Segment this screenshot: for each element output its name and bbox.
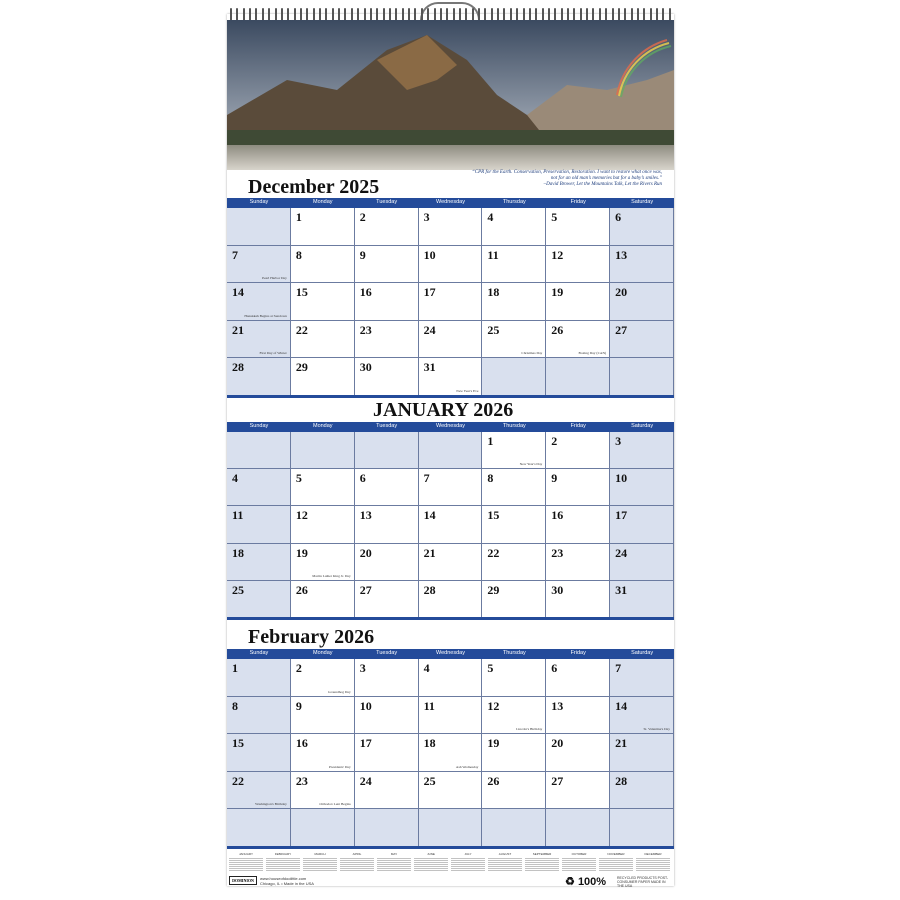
day-number: 9	[359, 247, 366, 262]
day-cell[interactable]	[610, 581, 674, 618]
day-number: 27	[359, 582, 372, 597]
day-cell[interactable]	[546, 659, 610, 697]
day-number: 22	[232, 773, 244, 788]
day-cell[interactable]	[419, 208, 483, 246]
day-number: 13	[615, 247, 628, 262]
day-cell[interactable]	[610, 544, 674, 581]
weekday-label: Tuesday	[376, 650, 398, 656]
day-number: 24	[423, 322, 436, 337]
day-number: 3	[423, 210, 430, 224]
day-number: 11	[423, 698, 435, 713]
mini-month-label: AUGUST	[498, 852, 512, 856]
day-number: 22	[295, 322, 308, 337]
day-cell[interactable]	[482, 544, 546, 581]
weekday-label: Friday	[570, 423, 586, 429]
day-number: 20	[615, 285, 628, 299]
day-cell[interactable]	[610, 772, 674, 810]
day-number: 29	[295, 360, 308, 374]
weekday-label: Tuesday	[376, 423, 398, 429]
day-number: 19	[487, 736, 500, 751]
day-number: 16	[359, 285, 372, 299]
quote-author: –David Brower, Let the Mountains Talk, Let the Rivers Run	[543, 182, 662, 187]
day-number: 2	[359, 210, 366, 224]
day-cell[interactable]	[355, 734, 419, 772]
day-cell[interactable]	[546, 469, 610, 506]
mini-month	[414, 852, 448, 871]
day-number: 13	[359, 508, 372, 523]
day-number: 4	[232, 471, 238, 486]
mini-month	[562, 852, 596, 871]
day-cell[interactable]	[291, 734, 355, 772]
mini-month-label: DECEMBER	[644, 852, 662, 856]
holiday-label: Presidents' Day	[328, 764, 351, 769]
day-cell[interactable]	[355, 283, 419, 321]
day-cell[interactable]	[227, 283, 291, 321]
empty-cell	[482, 809, 546, 847]
mini-month-days	[340, 857, 374, 871]
day-cell[interactable]	[546, 734, 610, 772]
month-title: December 2025	[248, 176, 380, 198]
day-cell[interactable]	[610, 432, 674, 469]
mini-month-days	[414, 857, 448, 871]
day-cell[interactable]	[355, 581, 419, 618]
day-number: 14	[232, 285, 244, 299]
weekday-header	[227, 649, 674, 658]
day-number: 8	[232, 698, 238, 713]
weekday-label: Tuesday	[376, 199, 398, 205]
day-cell[interactable]	[291, 469, 355, 506]
mini-month-days	[451, 857, 485, 871]
day-number: 12	[551, 247, 564, 262]
day-number: 5	[551, 210, 558, 224]
day-cell[interactable]	[227, 772, 291, 810]
day-cell[interactable]	[227, 469, 291, 506]
holiday-label: Hanukkah Begins at Sundown	[244, 313, 287, 318]
mini-month-days	[377, 857, 411, 871]
day-number: 15	[295, 285, 308, 299]
day-cell[interactable]	[291, 321, 355, 359]
day-cell[interactable]	[419, 772, 483, 810]
day-cell[interactable]	[227, 506, 291, 543]
day-cell[interactable]	[291, 659, 355, 697]
month-bottom-rule	[227, 846, 674, 849]
day-cell[interactable]	[291, 581, 355, 618]
weekday-header	[227, 198, 674, 207]
day-cell[interactable]	[227, 659, 291, 697]
empty-cell	[227, 809, 291, 847]
mini-month-days	[266, 857, 300, 871]
empty-cell	[546, 809, 610, 847]
mini-month	[599, 852, 633, 871]
day-number: 3	[615, 434, 622, 448]
day-number: 26	[295, 582, 308, 597]
day-number: 29	[487, 582, 500, 597]
day-number: 15	[487, 508, 500, 523]
day-number: 7	[423, 471, 430, 486]
day-cell[interactable]	[419, 469, 483, 506]
day-number: 2	[295, 661, 302, 675]
day-number: 1	[295, 210, 302, 224]
day-number: 25	[423, 773, 436, 788]
day-number: 1	[232, 661, 238, 675]
day-cell[interactable]	[291, 544, 355, 581]
day-number: 9	[295, 698, 302, 713]
day-cell[interactable]	[227, 734, 291, 772]
day-cell[interactable]	[482, 506, 546, 543]
day-number: 12	[295, 508, 308, 523]
holiday-label: Washington's Birthday	[255, 802, 287, 807]
mini-month-label: SEPTEMBER	[532, 852, 552, 856]
day-cell[interactable]	[227, 321, 291, 359]
day-number: 10	[359, 698, 372, 713]
holiday-label: Martin Luther King Jr. Day	[312, 573, 351, 578]
day-cell[interactable]	[419, 506, 483, 543]
day-cell[interactable]	[482, 581, 546, 618]
day-cell[interactable]	[610, 697, 674, 735]
mini-month	[340, 852, 374, 871]
mini-month-label: NOVEMBER	[607, 852, 625, 856]
day-cell[interactable]	[546, 506, 610, 543]
day-cell[interactable]	[482, 321, 546, 359]
day-number: 10	[423, 247, 436, 262]
mini-month	[451, 852, 485, 871]
mini-month	[488, 852, 522, 871]
day-cell[interactable]	[355, 321, 419, 359]
day-number: 16	[295, 736, 308, 751]
day-number: 2	[551, 434, 558, 448]
empty-cell	[419, 432, 483, 469]
day-number: 7	[615, 661, 622, 675]
weekday-label: Sunday	[249, 650, 269, 656]
holiday-label: Groundhog Day	[328, 689, 351, 694]
empty-cell	[546, 358, 610, 396]
weekday-label: Saturday	[631, 650, 654, 656]
weekday-label: Monday	[312, 199, 333, 205]
month-bottom-rule	[227, 617, 674, 620]
mini-month-label: MARCH	[314, 852, 326, 856]
mini-month	[229, 852, 263, 871]
day-cell[interactable]	[546, 208, 610, 246]
day-cell[interactable]	[546, 772, 610, 810]
day-cell[interactable]	[291, 246, 355, 284]
empty-cell	[355, 809, 419, 847]
mini-month	[266, 852, 300, 871]
day-number: 9	[551, 471, 558, 486]
weekday-label: Thursday	[502, 423, 526, 429]
weekday-label: Saturday	[631, 423, 654, 429]
day-cell[interactable]	[419, 544, 483, 581]
day-cell[interactable]	[610, 208, 674, 246]
holiday-label: First Day of Winter	[259, 351, 287, 355]
day-cell[interactable]	[482, 283, 546, 321]
mini-month-label: MAY	[390, 852, 398, 856]
day-cell[interactable]	[610, 734, 674, 772]
day-cell[interactable]	[419, 697, 483, 735]
day-number: 17	[423, 285, 436, 299]
mountain-rainbow-image	[227, 20, 674, 170]
month-title: JANUARY 2026	[373, 399, 514, 421]
recycle-icon: ♻	[565, 876, 575, 888]
holiday-label: Christmas Day	[521, 351, 543, 355]
day-cell[interactable]	[546, 432, 610, 469]
day-cell[interactable]	[610, 506, 674, 543]
day-number: 17	[615, 508, 628, 523]
day-cell[interactable]	[419, 321, 483, 359]
mini-month	[303, 852, 337, 871]
mini-month-days	[229, 857, 263, 871]
day-number: 21	[615, 736, 628, 751]
day-number: 6	[615, 210, 622, 224]
weekday-label: Wednesday	[436, 423, 465, 429]
empty-cell	[227, 432, 291, 469]
day-cell[interactable]	[291, 506, 355, 543]
holiday-label: New Year's Day	[519, 462, 543, 467]
day-cell[interactable]	[419, 246, 483, 284]
day-number: 11	[487, 247, 499, 262]
day-cell[interactable]	[419, 659, 483, 697]
day-number: 4	[487, 210, 494, 224]
mini-month-days	[488, 857, 522, 871]
month-title: February 2026	[248, 626, 375, 648]
holiday-label: St. Valentine's Day	[643, 727, 670, 732]
day-cell[interactable]	[291, 772, 355, 810]
day-number: 17	[359, 736, 372, 751]
day-number: 18	[487, 285, 500, 299]
day-number: 3	[359, 661, 366, 675]
mini-month-days	[303, 857, 337, 871]
recycled-badge	[565, 875, 606, 888]
day-number: 30	[551, 582, 564, 597]
day-cell[interactable]	[482, 697, 546, 735]
mini-month	[636, 852, 670, 871]
weekday-label: Saturday	[631, 199, 654, 205]
day-number: 19	[295, 545, 308, 560]
holiday-label: Orthodox Lent Begins	[319, 802, 351, 807]
day-number: 8	[487, 471, 494, 486]
day-cell[interactable]	[482, 246, 546, 284]
day-number: 23	[295, 773, 308, 788]
day-cell[interactable]	[291, 208, 355, 246]
day-number: 8	[295, 247, 302, 262]
day-cell[interactable]	[419, 358, 483, 396]
weekday-label: Sunday	[249, 423, 269, 429]
day-number: 1	[487, 434, 494, 448]
day-cell[interactable]	[355, 659, 419, 697]
day-number: 25	[487, 322, 500, 337]
empty-cell	[291, 809, 355, 847]
weekday-label: Wednesday	[436, 199, 465, 205]
day-number: 31	[615, 582, 628, 597]
day-cell[interactable]	[355, 697, 419, 735]
day-cell[interactable]	[291, 358, 355, 396]
weekday-label: Thursday	[502, 650, 526, 656]
day-cell[interactable]	[291, 283, 355, 321]
day-number: 20	[359, 545, 372, 560]
day-cell[interactable]	[227, 358, 291, 396]
brand-logo: DOMINION	[229, 876, 257, 885]
empty-cell	[227, 208, 291, 246]
day-number: 28	[423, 582, 436, 597]
day-number: 30	[359, 360, 372, 374]
day-cell[interactable]	[419, 581, 483, 618]
empty-cell	[355, 432, 419, 469]
day-cell[interactable]	[482, 659, 546, 697]
day-number: 24	[359, 773, 372, 788]
day-cell[interactable]	[610, 246, 674, 284]
quote-text	[472, 170, 662, 188]
day-number: 18	[423, 736, 436, 751]
day-number: 21	[423, 545, 436, 560]
holiday-label: Boxing Day (CAN)	[578, 351, 607, 355]
mini-month-label: OCTOBER	[571, 852, 587, 856]
made-in-text: Chicago, IL • Made in the USA	[260, 881, 314, 886]
day-number: 13	[551, 698, 564, 713]
weekday-header	[227, 422, 674, 431]
day-number: 27	[551, 773, 564, 788]
month-grid	[227, 658, 674, 847]
day-cell[interactable]	[419, 734, 483, 772]
mini-month	[525, 852, 559, 871]
mini-month-label: JANUARY	[239, 852, 253, 856]
day-number: 23	[359, 322, 372, 337]
mini-month-days	[599, 857, 633, 871]
mini-month-label: FEBRUARY	[274, 852, 292, 856]
day-number: 26	[551, 322, 564, 337]
weekday-label: Friday	[570, 199, 586, 205]
day-number: 10	[615, 471, 628, 486]
mini-month	[377, 852, 411, 871]
mini-month-days	[525, 857, 559, 871]
day-cell[interactable]	[546, 544, 610, 581]
day-cell[interactable]	[482, 469, 546, 506]
day-number: 22	[487, 545, 500, 560]
month-bottom-rule	[227, 395, 674, 398]
day-number: 5	[487, 661, 494, 675]
day-number: 7	[232, 247, 238, 262]
day-cell[interactable]	[546, 581, 610, 618]
mini-month-days	[562, 857, 596, 871]
mini-month-days	[636, 857, 670, 871]
weekday-label: Sunday	[249, 199, 269, 205]
day-cell[interactable]	[610, 469, 674, 506]
landscape-photo	[227, 20, 674, 170]
day-number: 26	[487, 773, 500, 788]
day-number: 19	[551, 285, 564, 299]
quote-body: “CPR for the Earth. Conservation, Preservation, Restoration. I want to restore what once was, not for an old man’s memories but for a baby’s smiles.”	[472, 170, 662, 181]
day-number: 16	[551, 508, 564, 523]
day-cell[interactable]	[482, 432, 546, 469]
day-cell[interactable]	[546, 246, 610, 284]
day-number: 24	[615, 545, 628, 560]
recycled-percent: 100%	[577, 876, 607, 888]
day-cell[interactable]	[546, 697, 610, 735]
weekday-label: Wednesday	[436, 650, 465, 656]
day-cell[interactable]	[482, 208, 546, 246]
day-number: 28	[232, 360, 244, 374]
holiday-label: Lincoln's Birthday	[516, 727, 543, 732]
day-number: 21	[232, 322, 244, 337]
day-cell[interactable]	[482, 734, 546, 772]
empty-cell	[482, 358, 546, 396]
day-number: 23	[551, 545, 564, 560]
website-text: www.houseofdoolittle.com	[260, 876, 307, 881]
day-cell[interactable]	[355, 208, 419, 246]
day-number: 12	[487, 698, 500, 713]
day-cell[interactable]	[610, 659, 674, 697]
day-number: 14	[423, 508, 436, 523]
day-cell[interactable]	[227, 246, 291, 284]
empty-cell	[610, 358, 674, 396]
day-number: 27	[615, 322, 628, 337]
day-number: 15	[232, 736, 244, 751]
day-cell[interactable]	[546, 321, 610, 359]
recycled-note: RECYCLED PRODUCTS POST-CONSUMER PAPER MADE IN THE USA	[617, 876, 669, 888]
day-cell[interactable]	[355, 358, 419, 396]
day-number: 20	[551, 736, 564, 751]
day-number: 11	[232, 508, 244, 523]
day-number: 28	[615, 773, 628, 788]
day-number: 25	[232, 582, 244, 597]
mini-month-label: JUNE	[427, 852, 435, 856]
day-cell[interactable]	[355, 772, 419, 810]
day-number: 5	[295, 471, 302, 486]
holiday-label: New Year's Eve	[456, 388, 479, 393]
mini-month-label: JULY	[464, 852, 472, 856]
weekday-label: Thursday	[502, 199, 526, 205]
month-grid	[227, 207, 674, 396]
day-cell[interactable]	[355, 469, 419, 506]
empty-cell	[610, 809, 674, 847]
day-cell[interactable]	[355, 544, 419, 581]
holiday-label: Pearl Harbor Day	[262, 276, 287, 280]
weekday-label: Monday	[312, 650, 333, 656]
holiday-label: Ash Wednesday	[455, 764, 479, 769]
day-cell[interactable]	[291, 697, 355, 735]
day-number: 14	[615, 698, 628, 713]
day-number: 18	[232, 545, 244, 560]
day-number: 4	[423, 661, 430, 675]
day-cell[interactable]	[227, 697, 291, 735]
day-cell[interactable]	[610, 283, 674, 321]
day-number: 6	[551, 661, 558, 675]
day-number: 6	[359, 471, 366, 486]
day-cell[interactable]	[482, 772, 546, 810]
weekday-label: Friday	[570, 650, 586, 656]
empty-cell	[291, 432, 355, 469]
day-number: 31	[423, 360, 436, 374]
day-cell[interactable]	[419, 283, 483, 321]
day-cell[interactable]	[227, 581, 291, 618]
day-cell[interactable]	[610, 321, 674, 359]
month-grid	[227, 431, 674, 618]
mini-month-label: APRIL	[352, 852, 362, 856]
empty-cell	[419, 809, 483, 847]
day-cell[interactable]	[355, 506, 419, 543]
weekday-label: Monday	[312, 423, 333, 429]
day-cell[interactable]	[355, 246, 419, 284]
day-cell[interactable]	[546, 283, 610, 321]
day-cell[interactable]	[227, 544, 291, 581]
